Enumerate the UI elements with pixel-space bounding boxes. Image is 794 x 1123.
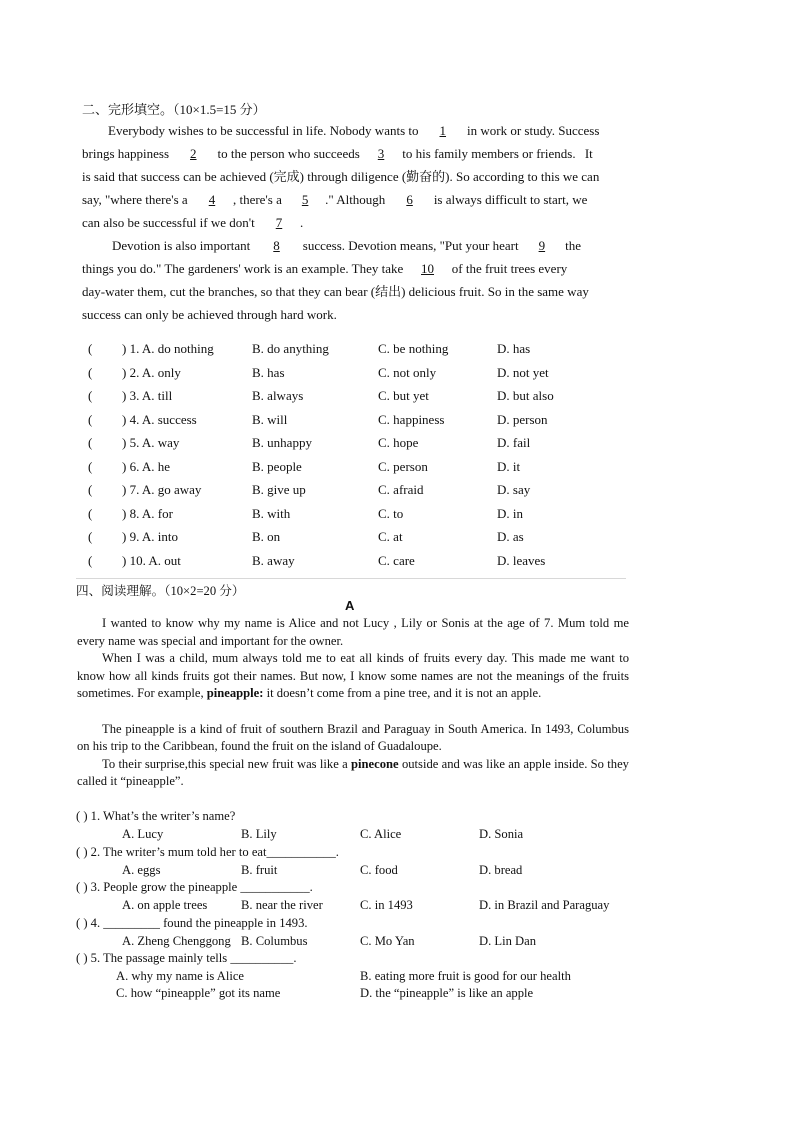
reading-question-stem[interactable]: ( ) 4. _________ found the pineapple in 1493. [76,915,308,930]
blank-10[interactable]: 10 [421,261,435,276]
reading-option-c: C. Alice [360,827,402,841]
section-divider [76,578,626,579]
reading-option-d: D. the “pineapple” is like an apple [360,986,534,1000]
reading-option-a: A. why my name is Alice [116,968,245,983]
option-d: D. as [497,529,524,544]
cloze-p2-line-2: things you do." The gardeners' work is an example. They take 10 of the fruit trees every [82,257,642,280]
option-c: C. person [378,458,428,474]
option-d: D. not yet [497,364,549,380]
passage-paragraph-4: To their surprise,this special new fruit was like a pinecone outside and was like an apple inside. So they called it “pineapple”. [77,756,629,789]
reading-question-stem[interactable]: ( ) 3. People grow the pineapple ___________. [76,880,313,894]
answer-paren[interactable]: ( [88,552,93,568]
reading-option-d: D. Sonia [479,827,524,841]
blank-5[interactable]: 5 [301,192,309,207]
cloze-p1-line-4: say, "where there's a 4 , there's a 5 ." Although 6 is always difficult to start, we [82,188,642,211]
blank-7[interactable]: 7 [275,215,283,230]
option-d: D. but also [497,388,554,403]
reading-option-a: A. on apple trees [122,898,208,912]
reading-option-a: A. eggs [122,862,161,877]
option-d: D. it [497,458,521,474]
option-d: D. fail [497,435,531,450]
option-d: D. person [497,411,548,427]
cloze-p1-line-3: is said that success can be achieved (完成) through diligence (勤奋的). So according to this we can [82,169,600,184]
answer-paren[interactable]: ( [88,388,93,403]
option-c: C. hope [378,435,419,450]
reading-option-b: B. near the river [241,898,323,912]
option-b: B. do anything [252,341,329,356]
passage-label: A [345,598,355,613]
cloze-p2-line-3: day-water them, cut the branches, so that they can bear (结出) delicious fruit. So in the same way [82,284,589,299]
cloze-p1-line-5: can also be successful if we don't 7 . [82,211,642,234]
blank-2[interactable]: 2 [190,146,197,161]
question-number-option-a: ) 10. A. out [122,552,181,568]
option-b: B. always [252,388,304,403]
question-number-option-a: ) 6. A. he [122,458,171,474]
keyword-pineapple: pineapple: [206,686,264,701]
option-d: D. in [497,505,523,521]
cloze-p2-line-1: Devotion is also important 8 success. Devotion means, "Put your heart 9 the [82,234,642,257]
reading-option-d: D. in Brazil and Paraguay [479,898,610,912]
reading-question-stem[interactable]: ( ) 1. What’s the writer’s name? [76,809,236,823]
option-b: B. people [252,458,302,474]
answer-paren[interactable]: ( [88,458,93,474]
reading-section-title: 四、阅读理解。（10×2=20 分） [76,584,245,598]
question-number-option-a: ) 3. A. till [122,388,173,403]
passage-paragraph-2: When I was a child, mum always told me to eat all kinds of fruits every day. This made me want to know how all kinds fruits got their names. But now, I know some names are not the meanings of the fruits sometimes. For example, pineapple: it doesn’t come from a pine tree, and it is not an apple. [77,651,629,701]
question-number-option-a: ) 8. A. for [122,505,173,521]
reading-question-stem[interactable]: ( ) 5. The passage mainly tells __________. [76,951,297,965]
option-b: B. away [252,552,295,568]
reading-option-b: B. Lily [241,827,277,841]
option-b: B. give up [252,482,306,497]
cloze-p1-line-1: Everybody wishes to be successful in life. Nobody wants to 1 in work or study. Success [82,119,642,142]
reading-option-c: C. Mo Yan [360,933,415,948]
question-number-option-a: ) 2. A. only [122,364,181,380]
option-d: D. leaves [497,552,546,568]
reading-option-a: A. Zheng Chenggong [122,933,231,948]
blank-9[interactable]: 9 [538,238,546,253]
answer-paren[interactable]: ( [88,341,93,356]
question-number-option-a: ) 7. A. go away [122,482,202,497]
answer-paren[interactable]: ( [88,435,93,450]
option-c: C. at [378,529,403,544]
question-number-option-a: ) 1. A. do nothing [122,341,214,356]
option-c: C. afraid [378,482,424,497]
reading-option-c: C. food [360,862,398,877]
blank-6[interactable]: 6 [406,192,413,207]
reading-option-d: D. bread [479,862,523,877]
question-number-option-a: ) 5. A. way [122,435,180,450]
reading-question-stem[interactable]: ( ) 2. The writer’s mum told her to eat___________. [76,844,339,859]
passage-paragraph-3: The pineapple is a kind of fruit of southern Brazil and Paraguay in South America. In 1493, Columbus on his trip to the Caribbean, found the fruit on the island of Guadaloupe. [77,721,629,754]
blank-1[interactable]: 1 [439,123,447,138]
answer-paren[interactable]: ( [88,505,93,521]
option-c: C. care [378,552,415,568]
option-b: B. with [252,505,291,521]
option-b: B. on [252,529,281,544]
reading-option-b: B. eating more fruit is good for our health [360,968,571,983]
answer-paren[interactable]: ( [88,482,93,497]
keyword-pinecone: pinecone [351,756,399,771]
option-b: B. will [252,411,288,427]
option-c: C. to [378,505,404,521]
answer-paren[interactable]: ( [88,411,93,427]
question-number-option-a: ) 4. A. success [122,411,197,427]
cloze-p2-line-4: success can only be achieved through hard work. [82,307,337,322]
cloze-p1-line-2: brings happiness 2 to the person who succeeds 3 to his family members or friends. It [82,142,642,165]
option-d: D. say [497,482,531,497]
blank-3[interactable]: 3 [377,146,385,161]
answer-paren[interactable]: ( [88,529,93,544]
cloze-section-title: 二、完形填空。（10×1.5=15 分） [82,102,266,117]
answer-paren[interactable]: ( [88,364,93,380]
option-b: B. unhappy [252,435,312,450]
reading-option-b: B. fruit [241,862,278,877]
reading-option-b: B. Columbus [241,933,308,948]
question-number-option-a: ) 9. A. into [122,529,178,544]
option-c: C. but yet [378,388,429,403]
option-b: B. has [252,364,285,380]
option-d: D. has [497,341,531,356]
option-c: C. not only [378,364,437,380]
reading-option-c: C. in 1493 [360,898,413,912]
option-c: C. happiness [378,411,445,427]
reading-option-d: D. Lin Dan [479,933,537,948]
reading-option-a: A. Lucy [122,827,164,841]
blank-4[interactable]: 4 [208,192,216,207]
blank-8[interactable]: 8 [273,238,280,253]
reading-option-c: C. how “pineapple” got its name [116,986,281,1000]
option-c: C. be nothing [378,341,449,356]
passage-paragraph-1: I wanted to know why my name is Alice and not Lucy , Lily or Sonis at the age of 7. Mum told me every name was special and important for the owner. [77,616,629,648]
